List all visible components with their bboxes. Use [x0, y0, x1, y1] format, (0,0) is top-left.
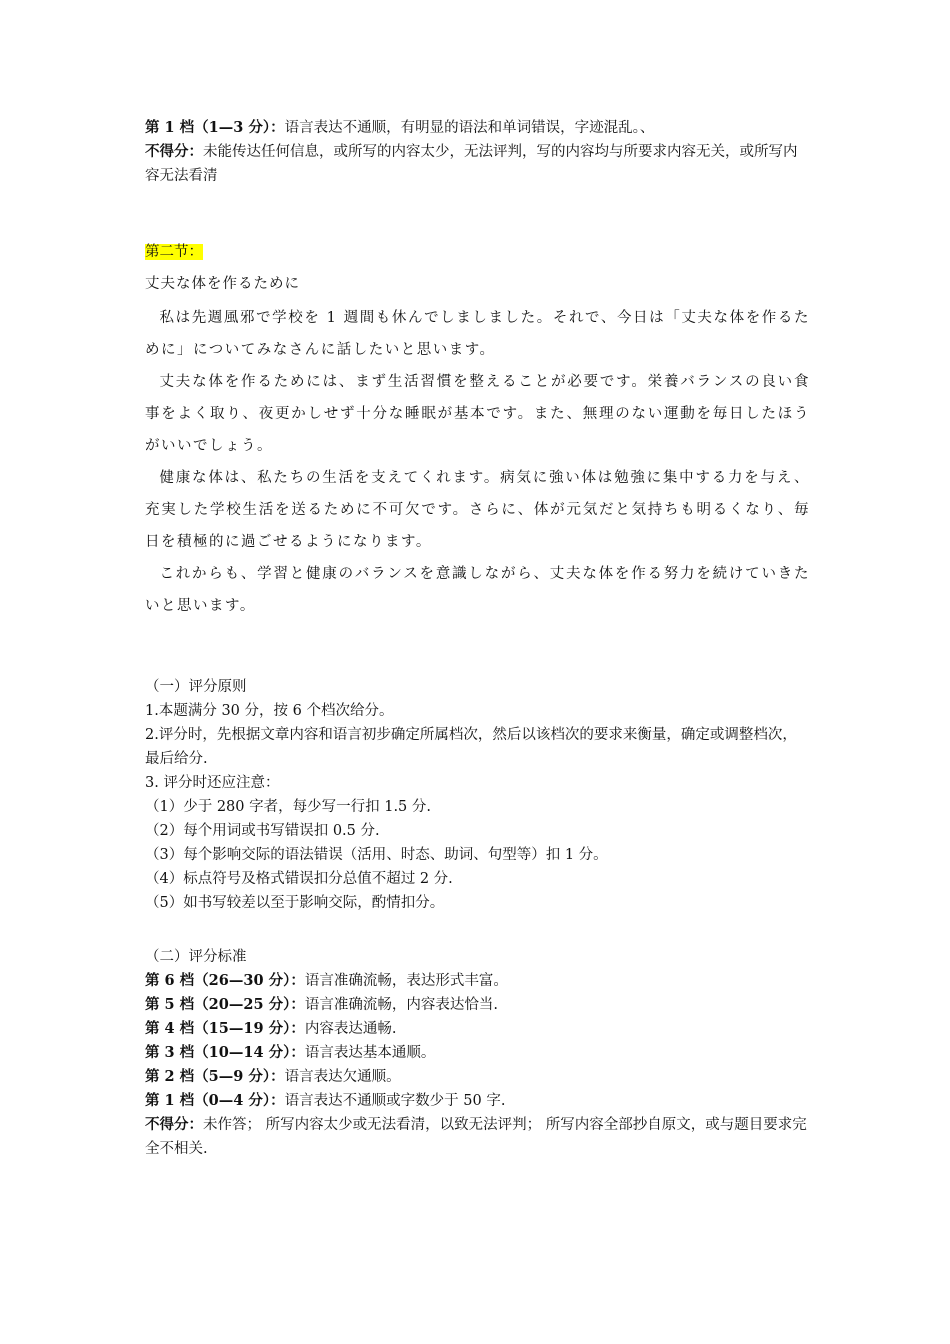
no-score-line	[145, 1113, 810, 1161]
model-essay	[145, 272, 810, 622]
level-label: 第 6 档（26—30 分）：	[145, 972, 305, 989]
principle-item: （3）每个影响交际的语法错误（活用、时态、助词、句型等）扣 1 分。	[145, 847, 608, 863]
level-text: 语言准确流畅，内容表达恰当.	[304, 997, 498, 1013]
level-label: 第 2 档（5—9 分）：	[145, 1068, 285, 1085]
essay-paragraph: これからも、学習と健康のバランスを意識しながら、丈夫な体を作る努力を続けていきたいと思います。	[145, 566, 810, 614]
principle-item: （1）少于 280 字者，每少写一行扣 1.5 分.	[145, 799, 432, 815]
no-score-line	[145, 140, 810, 188]
section-2-heading-block	[145, 240, 810, 264]
level-line	[145, 969, 810, 993]
level-line	[145, 993, 810, 1017]
standards-heading: （二）评分标准	[145, 949, 247, 965]
scoring-principles	[145, 675, 810, 915]
level-line	[145, 1017, 810, 1041]
essay-paragraph: 丈夫な体を作るためには、まず生活習慣を整えることが必要です。栄養バランスの良い食事をよく取り、夜更かしせず十分な睡眠が基本です。また、無理のない運動を毎日したほうがいいでしょう。	[145, 374, 810, 454]
level-line	[145, 1041, 810, 1065]
level-label: 第 5 档（20—25 分）：	[145, 996, 305, 1013]
level-label: 第 1 档（0—4 分）：	[145, 1092, 285, 1109]
principles-heading: （一）评分原则	[145, 679, 247, 695]
essay-paragraph: 私は先週風邪で学校を 1 週間も休んでしましました。それで、今日は「丈夫な体を作るために」についてみなさんに話したいと思います。	[145, 310, 810, 358]
level-1-label: 第 1 档（1—3 分）：	[145, 119, 285, 136]
essay-title: 丈夫な体を作るために	[145, 276, 300, 292]
principle-item: 1.本题满分 30 分，按 6 个档次给分。	[145, 703, 394, 719]
section-2-heading: 第二节：	[145, 244, 203, 260]
level-line	[145, 1065, 810, 1089]
top-scoring-block	[145, 116, 810, 188]
level-text: 未作答； 所写内容太少或无法看清，以致无法评判； 所写内容全部抄自原文，或与题目要求完全不相关.	[145, 1117, 807, 1157]
principle-item: （4）标点符号及格式错误扣分总值不超过 2 分.	[145, 871, 453, 887]
level-1-text: 语言表达不通顺，有明显的语法和单词错误，字迹混乱。、	[284, 120, 655, 136]
no-score-label: 不得分：	[145, 143, 203, 160]
principle-item: （5）如书写较差以至于影响交际，酌情扣分。	[145, 895, 445, 911]
level-text: 语言表达欠通顺。	[284, 1069, 401, 1085]
level-line	[145, 1089, 810, 1113]
scoring-standards	[145, 945, 810, 1161]
level-label: 不得分：	[145, 1116, 203, 1133]
principle-item: 3. 评分时还应注意：	[145, 775, 280, 791]
level-label: 第 3 档（10—14 分）：	[145, 1044, 305, 1061]
principle-item: 2.评分时，先根据文章内容和语言初步确定所属档次，然后以该档次的要求来衡量，确定或调整档次，最后给分.	[145, 727, 797, 767]
principle-item: （2）每个用词或书写错误扣 0.5 分.	[145, 823, 380, 839]
level-text: 内容表达通畅.	[304, 1021, 397, 1037]
level-label: 第 4 档（15—19 分）：	[145, 1020, 305, 1037]
level-text: 语言表达基本通顺。	[304, 1045, 436, 1061]
level-1-line	[145, 116, 810, 140]
level-text: 语言准确流畅，表达形式丰富。	[304, 973, 508, 989]
essay-paragraph: 健康な体は、私たちの生活を支えてくれます。病気に強い体は勉強に集中する力を与え、充実した学校生活を送るために不可欠です。さらに、体が元気だと気持ちも明るくなり、毎日を積極的に過ごせるようになります。	[145, 470, 810, 550]
no-score-text: 未能传达任何信息，或所写的内容太少，无法评判，写的内容均与所要求内容无关，或所写内容无法看清	[145, 144, 798, 184]
level-text: 语言表达不通顺或字数少于 50 字.	[284, 1093, 506, 1109]
